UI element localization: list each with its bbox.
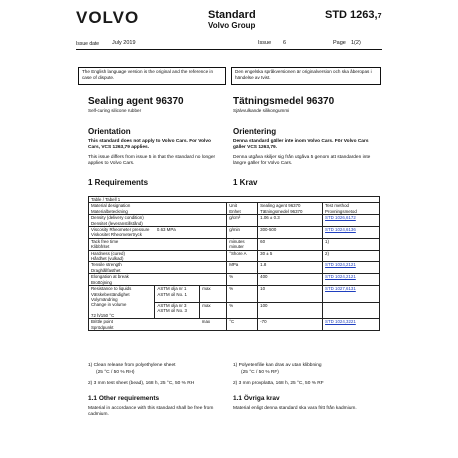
issue-date: July 2019	[112, 40, 136, 46]
header-divider	[76, 49, 382, 50]
value-cell: 10	[258, 286, 323, 303]
method-cell: 2)	[323, 250, 380, 262]
property-en: Change in volume	[91, 302, 127, 308]
property-sv: Sprödpunkt	[91, 324, 114, 330]
standard-number	[325, 9, 382, 21]
value-cell: 300-500	[258, 227, 323, 239]
requirements-heading-sv: 1 Krav	[233, 178, 258, 187]
condition-sv: ASTM olja nr 3	[157, 302, 187, 308]
method-cell	[323, 262, 380, 274]
method-cell	[323, 274, 380, 286]
property-cell	[89, 302, 155, 318]
method-cell	[323, 227, 380, 239]
orientation-scope-sv: Denna standard gäller inte inom Volvo Cars. För Volvo Cars gäller VCS 1263,79.	[233, 139, 369, 151]
condition-sv: ASTM olja nr 1	[157, 286, 187, 292]
property-condition: 72 h/150 °C	[91, 312, 115, 318]
other-heading-sv: 1.1 Övriga krav	[233, 395, 280, 402]
unit-cell	[227, 238, 258, 250]
subtitle-english: Self-curing silicone rubber	[88, 108, 142, 113]
property-cell	[89, 227, 155, 239]
header-material	[89, 203, 227, 215]
footnote-2-sv: 2) 3 mm provplatta, 168 h, 25 °C, 50 % RF	[233, 381, 324, 386]
table-header-row	[89, 203, 380, 215]
table-row	[89, 238, 380, 250]
footnote-2-en: 2) 3 mm test sheet (bead), 168 h, 25 °C, 50 % RH	[88, 381, 195, 386]
title-swedish: Tätningsmedel 96370	[233, 96, 335, 107]
orientation-heading-en: Orientation	[88, 127, 131, 136]
property-cell	[89, 262, 227, 274]
table-row	[89, 215, 380, 227]
table-row	[89, 302, 380, 318]
header-material-en: Material designation	[91, 203, 131, 209]
property-en: Brittle point	[91, 319, 113, 325]
issue-date-label: Issue date	[76, 41, 100, 47]
limit-cell	[200, 215, 227, 227]
value-cell: 400	[258, 274, 323, 286]
table-row	[89, 286, 380, 303]
standard-title: Standard	[208, 9, 256, 21]
requirements-heading-en: 1 Requirements	[88, 178, 149, 187]
property-en: Hardness (cured)	[91, 250, 125, 256]
subtitle-swedish: Självvulkande silikongummi	[233, 108, 290, 113]
value-cell: 1.8	[258, 262, 323, 274]
method-cell	[323, 319, 380, 331]
footnote-1-sv-cond: (25 °C / 50 % RF)	[241, 370, 279, 375]
volvo-logo: VOLVO	[76, 8, 140, 27]
unit-cell: °Shore A	[227, 250, 258, 262]
property-en: Resistance to liquids	[91, 286, 132, 292]
limit-cell: max	[200, 302, 227, 318]
footnote-1-sv: 1) Polyetenfilie kan dras av utan klibbning	[233, 363, 322, 368]
condition-cell: 0.63 MPa	[155, 227, 227, 239]
property-sv: Hårdhet (vulkad)	[91, 256, 124, 262]
property-cell	[89, 250, 227, 262]
issue-number: 6	[283, 40, 287, 46]
method-cell	[323, 215, 380, 227]
condition-cell	[155, 286, 200, 303]
method-link[interactable]: STD 1027,6131	[325, 286, 356, 292]
property-cell	[89, 215, 200, 227]
value-cell: 100	[258, 302, 323, 318]
unit-cell: MPa	[227, 262, 258, 274]
orientation-heading-sv: Orientering	[233, 127, 277, 136]
method-link[interactable]: STD 1024,2121	[325, 274, 356, 280]
std-version: 7	[377, 13, 382, 20]
notice-english: The English language version is the original and the reference in case of dispute.	[78, 67, 226, 85]
table-row	[89, 319, 380, 331]
header-method-en: Test method	[325, 203, 349, 209]
value-cell: 1.06 ± 0.3	[258, 215, 323, 227]
method-cell	[323, 302, 380, 318]
unit-cell: g/cm³	[227, 215, 258, 227]
header-sealing-en: Sealing agent 96370	[260, 203, 301, 209]
property-sv: Draghållfasthet	[91, 267, 121, 273]
table-row	[89, 250, 380, 262]
table-row	[89, 227, 380, 239]
other-text-sv: Material enligt denna standard ska vara fritt från kadmium.	[233, 406, 357, 411]
standard-subtitle: Volvo Group	[208, 21, 256, 30]
page-label: Page	[333, 40, 346, 46]
property-en: Elongation at break	[91, 274, 129, 280]
header-method	[323, 203, 380, 215]
title-english: Sealing agent 96370	[88, 96, 184, 107]
unit-cell: g/min	[227, 227, 258, 239]
method-link[interactable]: STD 1024,6136	[325, 227, 356, 233]
table-caption: Table / Tabell 1	[89, 197, 380, 203]
property-cell	[89, 286, 155, 303]
property-sv: Viskositet Rheometertryck	[91, 232, 142, 238]
other-heading-en: 1.1 Other requirements	[88, 395, 160, 402]
header-unit-en: Unit	[229, 203, 238, 209]
header-sealing-sv: Tätningsmedel 96370	[260, 208, 303, 214]
property-sv: Brottöjning	[91, 279, 112, 285]
condition-en: ASTM oil No. 1	[157, 291, 187, 297]
condition-en: ASTM oil No. 3	[157, 308, 187, 314]
footnote-1-en-cond: (25 °C / 50 % RH)	[96, 370, 135, 375]
footnote-1-en: 1) Clean release from polyethylene sheet	[88, 363, 176, 368]
unit-cell: %	[227, 274, 258, 286]
method-link[interactable]: STD 1024,2121	[325, 262, 356, 268]
unit-cell: °C	[227, 319, 258, 331]
condition-cell	[155, 302, 200, 318]
orientation-scope-en: This standard does not apply to Volvo Cars. For Volvo Cars, VCS 1263,79 applies.	[88, 139, 211, 151]
header-unit	[227, 203, 258, 215]
property-en: Viscosity Rheometer pressure	[91, 227, 150, 233]
value-cell: 30 ± 5	[258, 250, 323, 262]
other-text-en: Material in accordance with this standard shall be free from cadmium.	[88, 406, 214, 418]
method-link[interactable]: STD 1024,3221	[325, 319, 356, 325]
value-cell: 60	[258, 238, 323, 250]
property-cell	[89, 319, 200, 331]
method-cell	[323, 286, 380, 303]
issue-label: Issue	[258, 40, 272, 46]
property-en: Density (delivery condition)	[91, 215, 144, 221]
property-cell	[89, 274, 227, 286]
table-row	[89, 274, 380, 286]
property-en: Tack free time	[91, 238, 119, 244]
property-volume: Volymändring	[91, 296, 118, 302]
unit-en: minutes	[229, 238, 245, 244]
limit-cell: max	[200, 319, 227, 331]
header-method-sv: Provningsmetod	[325, 208, 357, 214]
notice-swedish: Den engelska språkversionen är originalversion och ska åberopas i händelse av tvist.	[231, 67, 381, 85]
method-cell: 1)	[323, 238, 380, 250]
header-material-sv: Materialbeteckning	[91, 208, 128, 214]
unit-sv: minuter	[229, 244, 244, 250]
value-cell: -70	[258, 319, 323, 331]
property-cell	[89, 238, 227, 250]
orientation-text-en: This issue differs from issue 5 in that the standard no longer applies to Volvo Cars.	[88, 155, 216, 167]
property-sv: Vätskebeständighet	[91, 291, 130, 297]
property-sv: Densitet (leveranstillstånd)	[91, 220, 143, 226]
std-number-text: STD 1263,	[325, 9, 378, 21]
table-row	[89, 262, 380, 274]
page-number: 1(2)	[351, 40, 361, 46]
unit-cell: %	[227, 302, 258, 318]
property-en: Tensile strength	[91, 262, 122, 268]
requirements-table	[88, 196, 380, 331]
limit-cell: max	[200, 286, 227, 303]
header-sealing	[258, 203, 323, 215]
header-unit-sv: Enhet	[229, 208, 241, 214]
orientation-text-sv: Denna utgåva skiljer sig från utgåva 5 genom att standarden inte längre gäller för Volvo Cars.	[233, 155, 371, 167]
property-sv: Klibbfritet	[91, 244, 110, 250]
method-link[interactable]: STD 1026,6172	[325, 215, 356, 221]
unit-cell: %	[227, 286, 258, 303]
